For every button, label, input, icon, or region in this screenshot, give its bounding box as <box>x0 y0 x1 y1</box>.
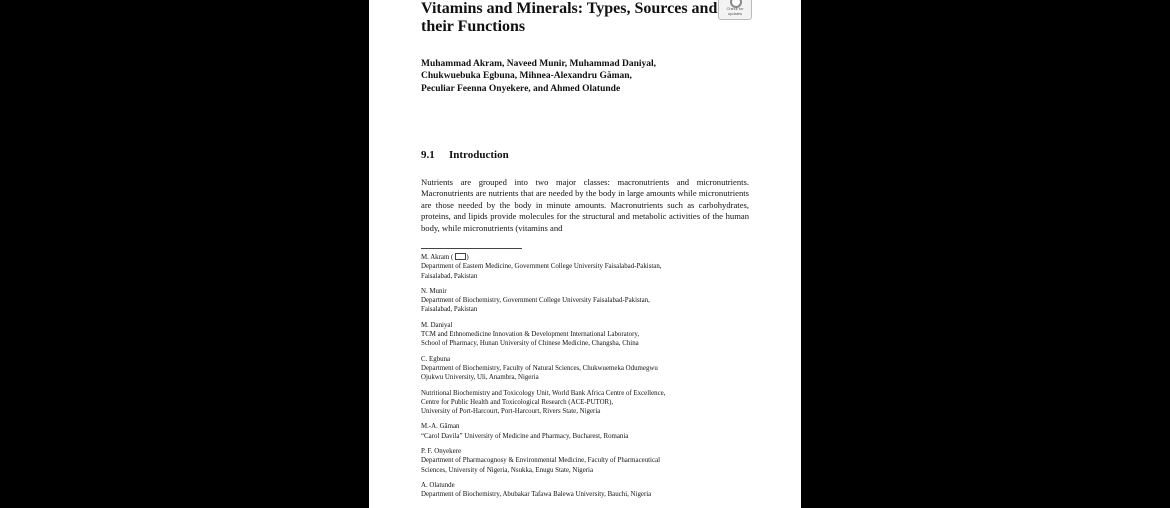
paren: ( <box>449 254 454 261</box>
affiliation-author-name: M.-A. Găman <box>421 423 460 431</box>
section-number: 9.1 <box>421 149 435 161</box>
affiliation-line: “Carol Davila” University of Medicine and Pharmacy, Bucharest, Romania <box>421 432 629 440</box>
author-line: Chukwuebuka Egbuna, Mihnea-Alexandru Găman, <box>421 71 632 82</box>
affiliation-block <box>421 321 751 349</box>
document-page <box>369 0 801 508</box>
affiliation-author-name: P. F. Onyekere <box>421 448 462 456</box>
affiliation-author-name: A. Olatunde <box>421 481 455 489</box>
affiliation-block <box>421 447 751 475</box>
affiliation-block <box>421 389 751 417</box>
chapter-title: Vitamins and Minerals: Types, Sources and their Functions <box>421 0 718 35</box>
affiliation-block <box>421 287 751 315</box>
intro-paragraph: Nutrients are grouped into two major classes: macronutrients and micronutrients. Macronutrients are nutrients that are needed by the body in large amounts while micronutrients are those needed by the body in minute amounts. Macronutrients such as carbohydrates, proteins, and lipids provide molecules for the structural and metabolic activities of the human body, while micronutrients (vitamins and <box>421 177 749 233</box>
affiliation-line: Department of Eastern Medicine, Government College University Faisalabad-Pakistan, <box>421 263 662 271</box>
affiliation-author <box>421 355 751 364</box>
author-list <box>421 58 751 95</box>
affiliation-line: School of Pharmacy, Hunan University of Chinese Medicine, Changsha, China <box>421 340 639 348</box>
affiliation-line: Department of Biochemistry, Faculty of Natural Sciences, Chukwuemeka Odumegwu <box>421 364 658 372</box>
affiliation-list <box>421 253 751 506</box>
affiliation-author <box>421 481 751 490</box>
section-title: Introduction <box>449 149 509 161</box>
affiliation-author <box>421 287 751 296</box>
affiliation-author <box>421 447 751 456</box>
affiliation-line: Sciences, University of Nigeria, Nsukka, Enugu State, Nigeria <box>421 466 594 474</box>
author-line: Peculiar Feenna Onyekere, and Ahmed Olatunde <box>421 83 621 94</box>
affiliation-author-name: M. Akram <box>421 254 450 261</box>
affiliation-author <box>421 321 751 330</box>
affiliation-line: Department of Biochemistry, Abubakar Tafawa Balewa University, Bauchi, Nigeria <box>421 491 652 499</box>
affiliation-line: TCM and Ethnomedicine Innovation & Development International Laboratory, <box>421 331 640 339</box>
affiliation-block <box>421 422 751 441</box>
affiliation-author-name: C. Egbuna <box>421 355 451 363</box>
author-line: Muhammad Akram, Naveed Munir, Muhammad Daniyal, <box>421 59 657 69</box>
affiliation-line: Faisalabad, Pakistan <box>421 272 478 280</box>
affiliation-block <box>421 481 751 500</box>
affiliation-author-name: N. Munir <box>421 287 447 295</box>
affiliation-line: Ojukwu University, Uli, Anambra, Nigeria <box>421 374 539 382</box>
affiliation-line: University of Port-Harcourt, Port-Harcourt, Rivers State, Nigeria <box>421 408 601 416</box>
check-updates-label: Check for updates <box>726 6 744 16</box>
affiliation-author <box>421 422 751 431</box>
paren: ) <box>466 254 469 261</box>
affiliation-line: Department of Pharmacognosy & Environmental Medicine, Faculty of Pharmaceutical <box>421 457 660 465</box>
check-for-updates-badge[interactable] <box>718 0 752 20</box>
affiliation-line: Department of Biochemistry, Government College University Faisalabad-Pakistan, <box>421 297 650 305</box>
section-heading <box>421 149 509 161</box>
affiliation-author-name: M. Daniyal <box>421 321 453 329</box>
footnote-divider <box>421 248 522 249</box>
affiliation-block <box>421 253 751 281</box>
affiliation-block <box>421 355 751 383</box>
email-icon[interactable] <box>455 253 469 261</box>
affiliation-line: Centre for Public Health and Toxicological Research (ACE-PUTOR), <box>421 398 614 406</box>
affiliation-author <box>421 253 751 262</box>
affiliation-line: Nutritional Biochemistry and Toxicology Unit, World Bank Africa Centre of Excellence, <box>421 389 666 397</box>
affiliation-line: Faisalabad, Pakistan <box>421 306 478 314</box>
